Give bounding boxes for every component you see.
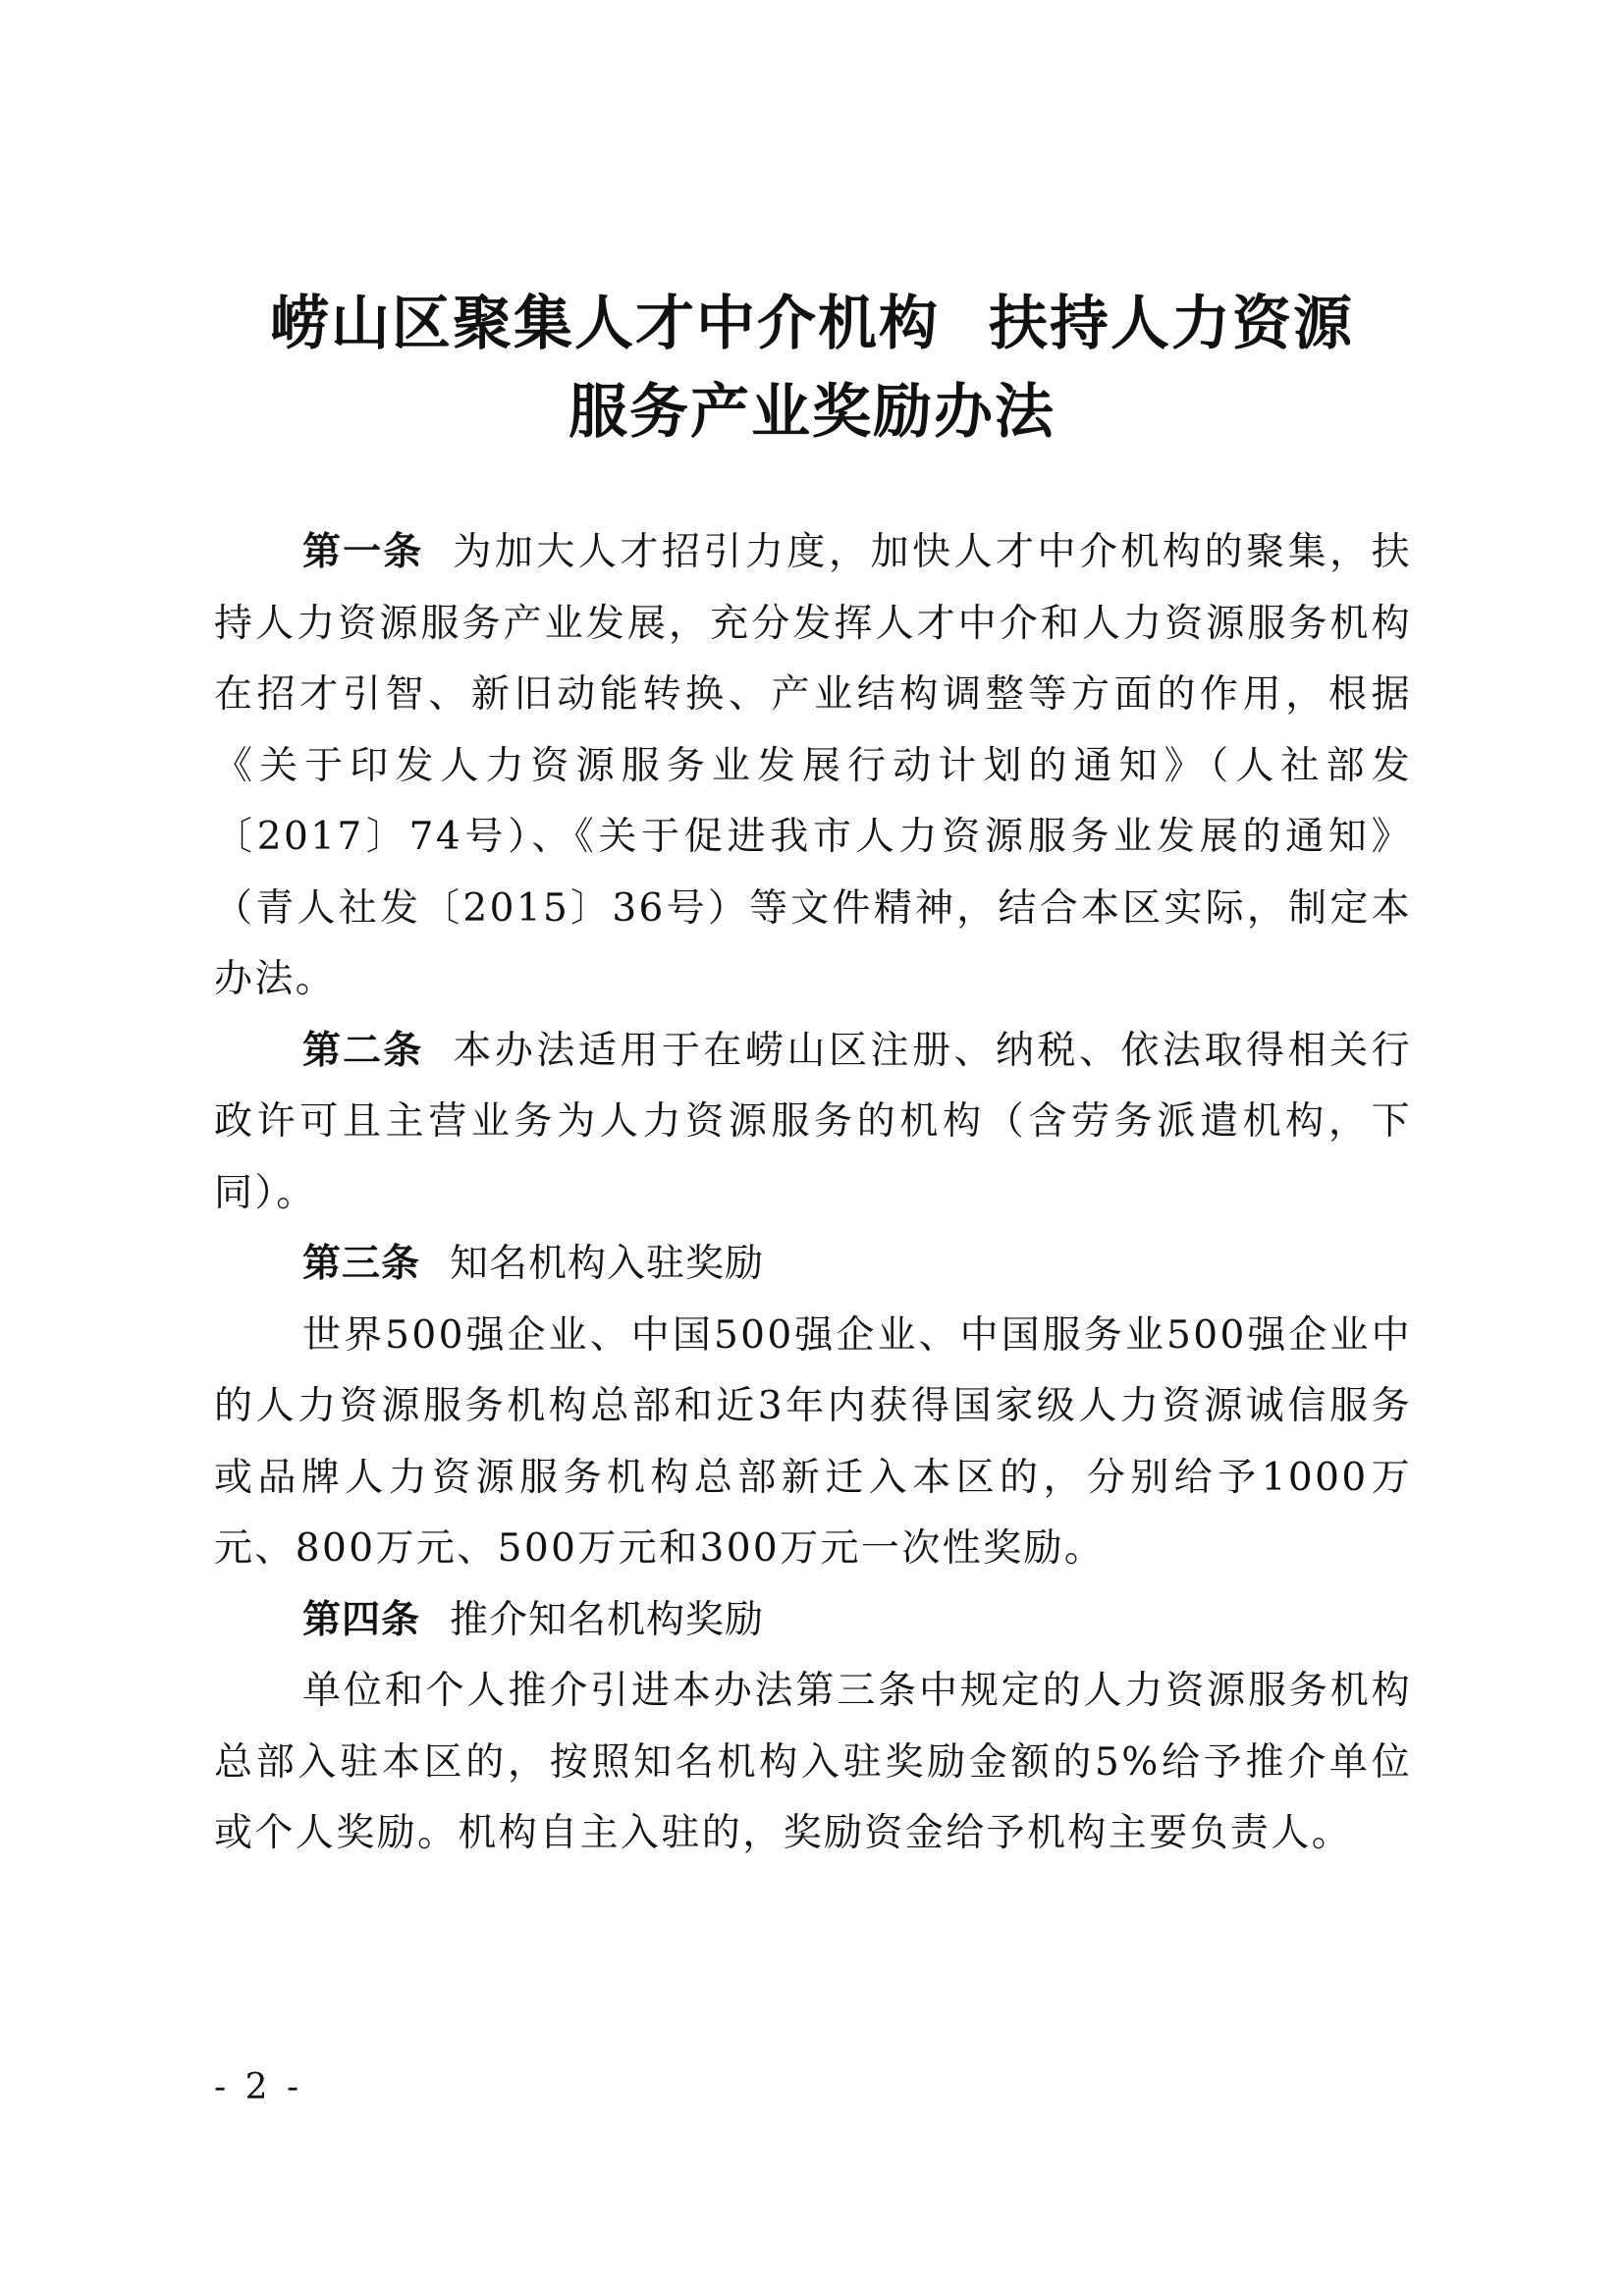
document-body xyxy=(214,517,1412,1870)
title-part-2: 扶持人力资源 xyxy=(989,290,1354,358)
article-3-heading xyxy=(214,1229,1412,1301)
article-3-text: 世界500强企业、中国500强企业、中国服务业500强企业中的人力资源服务机构总部和近3年内获得国家级人力资源诚信服务或品牌人力资源服务机构总部新迁入本区的，分别给予1000万元、800万元、500万元和300万元一次性奖励。 xyxy=(214,1312,1412,1571)
article-3-title: 知名机构入驻奖励 xyxy=(450,1242,765,1286)
article-4-text: 单位和个人推介引进本办法第三条中规定的人力资源服务机构总部入驻本区的，按照知名机构入驻奖励金额的5%给予推介单位或个人奖励。机构自主入驻的，奖励资金给予机构主要负责人。 xyxy=(214,1669,1412,1855)
article-4-label: 第四条 xyxy=(302,1597,421,1642)
title-part-1: 崂山区聚集人才中介机构 xyxy=(270,290,940,358)
page-number: - 2 - xyxy=(214,2067,303,2108)
article-3-label: 第三条 xyxy=(302,1242,421,1286)
article-2 xyxy=(214,1016,1412,1230)
article-4-title: 推介知名机构奖励 xyxy=(450,1597,765,1642)
article-2-label: 第二条 xyxy=(302,1028,424,1073)
article-2-text: 本办法适用于在崂山区注册、纳税、依法取得相关行政许可且主营业务为人力资源服务的机构（含劳务派遣机构，下同）。 xyxy=(214,1028,1412,1215)
article-4-heading xyxy=(214,1585,1412,1657)
article-1 xyxy=(214,517,1412,1016)
document-title-line-1 xyxy=(196,285,1428,363)
article-1-text: 为加大人才招引力度，加快人才中介机构的聚集，扶持人力资源服务产业发展，充分发挥人才中介和人力资源服务机构在招才引智、新旧动能转换、产业结构调整等方面的作用，根据《关于印发人力资源服务业发展行动计划的通知》（人社部发〔2017〕74号）、《关于促进我市人力资源服务业发展的通知》（青人社发〔2015〕36号）等文件精神，结合本区实际，制定本办法。 xyxy=(214,530,1412,1001)
document-title-line-2: 服务产业奖励办法 xyxy=(568,378,1056,447)
article-1-label: 第一条 xyxy=(302,530,424,574)
